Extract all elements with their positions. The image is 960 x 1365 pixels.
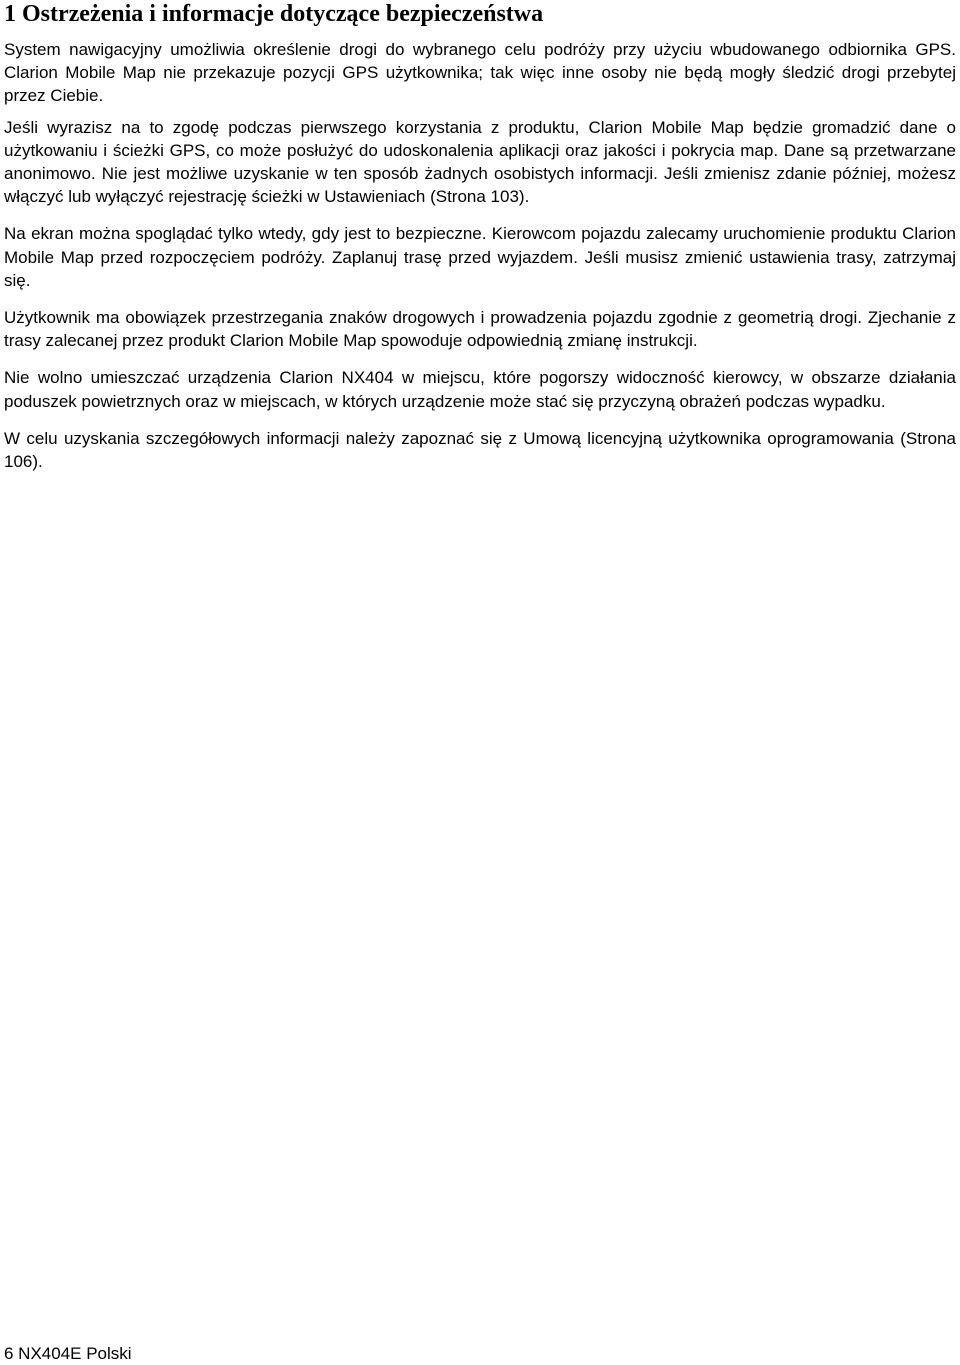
page-footer: 6 NX404E Polski (4, 1344, 132, 1363)
paragraph-data-collection: Jeśli wyrazisz na to zgodę podczas pierwszego korzystania z produktu, Clarion Mobile Map będzie gromadzić dane o użytkowaniu i ścieżki GPS, co może posłużyć do udoskonalenia aplikacji oraz jakości i pokrycia map. Dane są przetwarzane anonimowo. Nie jest możliwe uzyskanie w ten sposób żadnych osobistych informacji. Jeśli zmienisz zdanie później, możesz włączyć lub wyłączyć rejestrację ścieżki w Ustawieniach (Strona 103). (4, 117, 956, 207)
document-page (4, 0, 956, 473)
paragraph-traffic-rules: Użytkownik ma obowiązek przestrzegania znaków drogowych i prowadzenia pojazdu zgodnie z geometrią drogi. Zjechanie z trasy zalecanej przez produkt Clarion Mobile Map spowoduje odpowiednią zmianę instrukcji. (4, 308, 956, 351)
paragraph-gps-privacy: System nawigacyjny umożliwia określenie drogi do wybranego celu podróży przy użyciu wbudowanego odbiornika GPS. Clarion Mobile Map nie przekazuje pozycji GPS użytkownika; tak więc inne osoby nie będą mogły śledzić drogi przebytej przez Ciebie. (4, 40, 956, 106)
paragraph-license-info: W celu uzyskania szczegółowych informacji należy zapoznać się z Umową licencyjną użytkownika oprogramowania (Strona 106). (4, 428, 956, 472)
page-title: 1 Ostrzeżenia i informacje dotyczące bezpieczeństwa (4, 1, 544, 27)
paragraph-screen-safety: Na ekran można spoglądać tylko wtedy, gdy jest to bezpieczne. Kierowcom pojazdu zalecamy uruchomienie produktu Clarion Mobile Map przed rozpoczęciem podróży. Zaplanuj trasę przed wyjazdem. Jeśli musisz zmienić ustawienia trasy, zatrzymaj się. (4, 224, 956, 290)
paragraph-device-placement: Nie wolno umieszczać urządzenia Clarion NX404 w miejscu, które pogorszy widoczność kierowcy, w obszarze działania poduszek powietrznych oraz w miejscach, w których urządzenie może stać się przyczyną obrażeń podczas wypadku. (4, 368, 956, 411)
